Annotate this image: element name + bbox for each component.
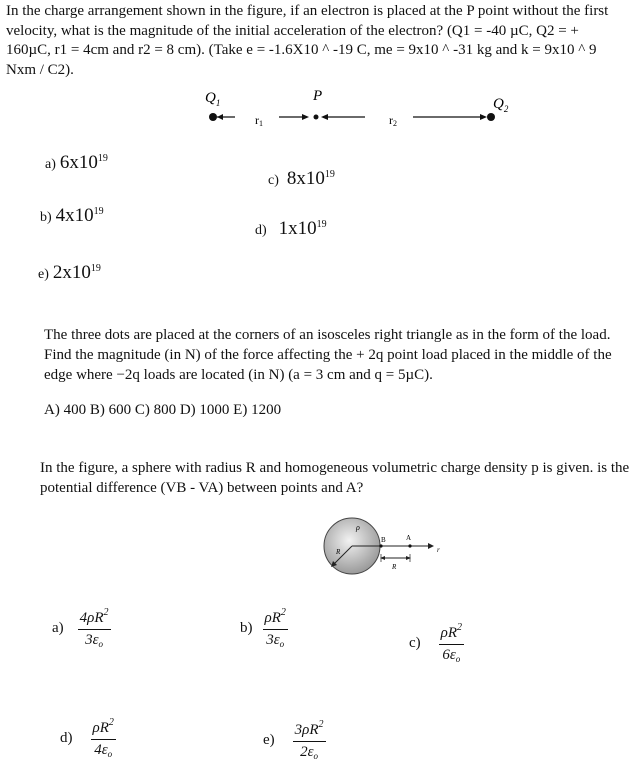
q2-label: $Q_2$ xyxy=(493,96,509,114)
inner-radius-label: R xyxy=(336,548,341,556)
q3-option-b[interactable]: b) $\frac{\rho R^2}{3\varepsilon_o}$ xyxy=(240,603,288,654)
q1-option-b[interactable]: b) $4x10^{19}$ xyxy=(40,205,104,226)
q3-option-d[interactable]: d) $\frac{\rho R^2}{4\varepsilon_o}$ xyxy=(60,713,116,764)
q3-option-a-fraction: $\frac{4\rho R^2}{3\varepsilon_o}$ xyxy=(78,603,111,654)
q1-option-a[interactable]: a) $6x10^{19}$ xyxy=(45,152,108,173)
q1-option-e[interactable]: e) $2x10^{19}$ xyxy=(38,262,101,283)
question-2-answers: A) 400 B) 600 C) 800 D) 1000 E) 1200 xyxy=(44,402,282,418)
q1-option-c[interactable]: c) $8x10^{19}$ xyxy=(268,168,335,189)
q2-charge-dot xyxy=(487,113,495,121)
q3-option-c-fraction: $\frac{\rho R^2}{6\varepsilon_o}$ xyxy=(439,618,464,669)
question-3-text: In the figure, a sphere with radius R and homogeneous volumetric charge density p is given. is the potential difference (VB - VA) between points and A? xyxy=(40,460,630,496)
q3-option-b-fraction: $\frac{\rho R^2}{3\varepsilon_o}$ xyxy=(263,603,288,654)
point-b-label: B xyxy=(381,536,386,544)
question-1-text: In the charge arrangement shown in the figure, if an electron is placed at the P point without the first velocity, what is the magnitude of the initial acceleration of the electron? (Q1 = -40 µC, Q2 = + 160µC, r1 = 4cm and r2 = 8 cm). (Take e = -1.6X10 ^ -19 C, me = 9x10 ^ -31 kg and k = 9x10 ^ 9 Nxm / C2). xyxy=(6,3,609,78)
q1-label: $Q_1$ xyxy=(205,90,221,108)
point-a-label: A xyxy=(406,534,412,542)
q3-option-e[interactable]: e) $\frac{3\rho R^2}{2\varepsilon_o}$ xyxy=(263,715,326,766)
q3-option-c[interactable]: c) $\frac{\rho R^2}{6\varepsilon_o}$ xyxy=(409,618,464,669)
q3-option-e-fraction: $\frac{3\rho R^2}{2\varepsilon_o}$ xyxy=(293,715,326,766)
r-axis-label: r xyxy=(437,546,440,554)
q3-option-a[interactable]: a) $\frac{4\rho R^2}{3\varepsilon_o}$ xyxy=(52,603,111,654)
sphere-figure xyxy=(318,512,448,582)
question-2-text: The three dots are placed at the corners of an isosceles right triangle as in the form of the load. Find the magnitude (in N) of the force affecting the + 2q point load placed in the middle of the edge where −2q loads are located (in N) (a = 3 cm and q = 5µC). xyxy=(44,327,612,383)
point-b-dot xyxy=(379,544,382,547)
q1-option-d[interactable]: d) $1x10^{19}$ xyxy=(255,218,327,239)
outer-distance-label: R xyxy=(392,563,397,571)
q1-charge-dot xyxy=(209,113,217,121)
charge-arrangement-figure xyxy=(195,84,525,134)
r1-label: r1 xyxy=(255,113,263,128)
r2-label: r2 xyxy=(389,113,397,128)
rho-label: ρ xyxy=(356,523,360,532)
q3-option-d-fraction: $\frac{\rho R^2}{4\varepsilon_o}$ xyxy=(91,713,116,764)
p-point-dot xyxy=(314,115,319,120)
p-label: P xyxy=(313,88,323,104)
point-a-dot xyxy=(408,544,411,547)
